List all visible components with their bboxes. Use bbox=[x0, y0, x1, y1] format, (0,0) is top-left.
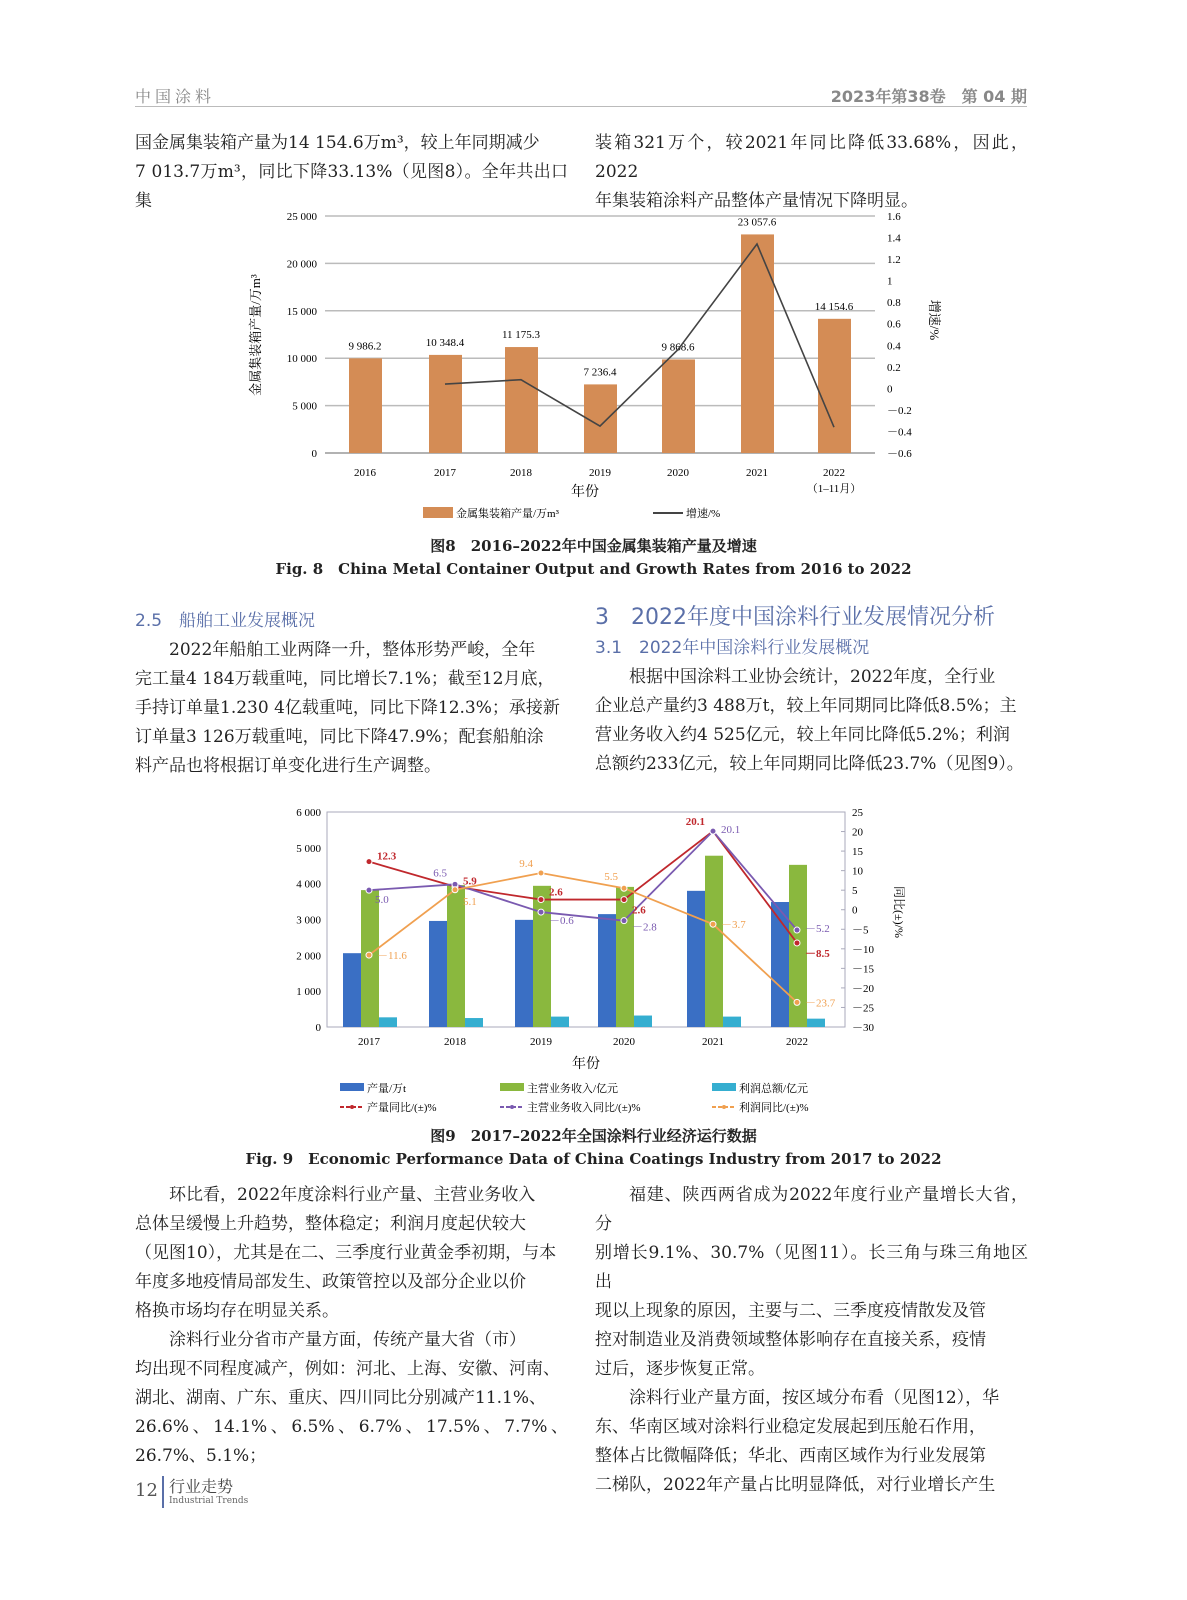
legend-label: 金属集装箱产量/万m³ bbox=[456, 508, 559, 520]
y-right-tick-label: 5 bbox=[852, 885, 858, 898]
x-tick-label: 2022 bbox=[823, 467, 845, 479]
plot-frame bbox=[327, 812, 845, 1027]
legend-marker bbox=[722, 1105, 726, 1109]
bar-production bbox=[429, 921, 447, 1027]
y-right-tick-label: 1.2 bbox=[887, 254, 901, 267]
text-line: 格换市场均存在明显关系。 bbox=[135, 1301, 339, 1321]
text-line: 别增长9.1%、30.7%（见图11）。长三角与珠三角地区出 bbox=[595, 1243, 1028, 1292]
line-data-label: 2.6 bbox=[549, 886, 563, 899]
text-line: 国金属集装箱产量为14 154.6万m³，较上年同期减少 bbox=[135, 133, 540, 153]
text-line: 年度多地疫情局部发生、政策管控以及部分企业以价 bbox=[135, 1272, 526, 1292]
bar bbox=[741, 234, 774, 453]
fig9-caption-cn: 图9 2017–2022年全国涂料行业经济运行数据 bbox=[430, 1127, 757, 1145]
y-right-axis-label: 同比(±)/% bbox=[892, 886, 906, 938]
line-point bbox=[794, 999, 800, 1005]
legend-label: 增速/% bbox=[686, 508, 721, 520]
bar-production bbox=[598, 914, 616, 1027]
text-line: 福建、陕西两省成为2022年度行业产量增长大省，分 bbox=[595, 1185, 1028, 1234]
line-data-label: －2.8 bbox=[632, 921, 657, 934]
x-tick-label: 2022 bbox=[786, 1036, 808, 1048]
bar-profit bbox=[807, 1019, 825, 1027]
bar-data-label: 14 154.6 bbox=[814, 300, 854, 313]
bar-profit bbox=[723, 1017, 741, 1027]
line-point bbox=[621, 885, 627, 891]
y-tick-label: 15 000 bbox=[286, 305, 317, 318]
y-right-tick-label: 20 bbox=[852, 826, 863, 839]
y-tick-label: 0 bbox=[315, 1022, 321, 1034]
x-tick-label: 2017 bbox=[358, 1036, 380, 1048]
legend-label: 产量同比/(±)% bbox=[367, 1102, 437, 1114]
fig9-caption-en: Fig. 9 Economic Performance Data of China Coatings Industry from 2017 to 2022 bbox=[245, 1150, 942, 1168]
x-tick-label: 2016 bbox=[354, 467, 376, 479]
y-tick-label: 20 000 bbox=[286, 258, 317, 271]
y-right-tick-label: －20 bbox=[852, 982, 874, 995]
y-right-tick-label: 0.4 bbox=[887, 340, 901, 353]
y-right-tick-label: 1.4 bbox=[887, 232, 901, 245]
line-data-label: 5.5 bbox=[604, 871, 618, 884]
y-tick-label: 10 000 bbox=[286, 353, 317, 366]
fig8-caption-cn: 图8 2016–2022年中国金属集装箱产量及增速 bbox=[430, 537, 757, 555]
y-tick-label: 1 000 bbox=[296, 986, 321, 999]
y-right-tick-label: 25 bbox=[852, 807, 863, 819]
bottom-left-text bbox=[135, 1181, 568, 1471]
y-tick-label: 3 000 bbox=[296, 914, 321, 927]
line-point bbox=[452, 887, 458, 893]
text-line: 装箱321万个，较2021年同比降低33.68%，因此，2022 bbox=[595, 133, 1028, 182]
x-tick-label: 2021 bbox=[702, 1036, 724, 1048]
bar-data-label: 7 236.4 bbox=[583, 366, 617, 379]
bar-profit bbox=[634, 1016, 652, 1027]
line-point bbox=[621, 897, 627, 903]
text-line: 料产品也将根据订单变化进行生产调整。 bbox=[135, 756, 441, 776]
bar-production bbox=[515, 920, 533, 1027]
footer-section-en: Industrial Trends bbox=[169, 1496, 249, 1506]
line-data-label: 20.1 bbox=[685, 816, 705, 829]
line-data-label: －23.7 bbox=[805, 997, 836, 1010]
x-tick-label: 2018 bbox=[444, 1036, 466, 1048]
text-line: 环比看，2022年度涂料行业产量、主营业务收入 bbox=[169, 1185, 536, 1205]
y-right-tick-label: －15 bbox=[852, 963, 874, 976]
line-point bbox=[538, 870, 544, 876]
y-right-tick-label: －30 bbox=[852, 1022, 874, 1034]
bar bbox=[429, 355, 462, 453]
line-point bbox=[794, 927, 800, 933]
section-heading: 2.5 船舶工业发展概况 bbox=[135, 611, 316, 631]
section-heading: 3 2022年度中国涂料行业发展情况分析 bbox=[595, 605, 995, 630]
legend-label: 主营业务收入/亿元 bbox=[527, 1083, 619, 1095]
bar bbox=[349, 358, 382, 453]
line-data-label: 5.1 bbox=[463, 895, 477, 908]
bar-data-label: 9 986.2 bbox=[348, 340, 382, 353]
bar-revenue bbox=[705, 856, 723, 1027]
legend-label: 主营业务收入同比/(±)% bbox=[527, 1102, 641, 1114]
fig8-caption-en: Fig. 8 China Metal Container Output and Growth Rates from 2016 to 2022 bbox=[275, 560, 912, 578]
text-line: 东、华南区域对涂料行业稳定发展起到压舱石作用， bbox=[595, 1417, 986, 1437]
line-point bbox=[366, 859, 372, 865]
bar bbox=[818, 319, 851, 453]
y-tick-label: 5 000 bbox=[296, 842, 321, 855]
x-tick-note: （1–11月） bbox=[806, 483, 862, 495]
x-axis-label: 年份 bbox=[572, 1057, 600, 1072]
legend-swatch-bar bbox=[712, 1083, 736, 1091]
y-right-tick-label: 0 bbox=[887, 383, 893, 396]
y-tick-label: 2 000 bbox=[296, 950, 321, 963]
issue-info: 2023年第38卷 第 04 期 bbox=[830, 87, 1027, 106]
journal-name: 中国涂料 bbox=[135, 87, 216, 106]
text-line: 手持订单量1.230 4亿载重吨，同比下降12.3%；承接新 bbox=[135, 698, 560, 718]
text-line: 均出现不同程度减产，例如：河北、上海、安徽、河南、 bbox=[135, 1359, 560, 1379]
bar-data-label: 11 175.3 bbox=[501, 329, 541, 342]
line-data-label: 2.6 bbox=[632, 904, 646, 917]
x-tick-label: 2021 bbox=[746, 467, 768, 479]
y-tick-label: 25 000 bbox=[286, 211, 317, 223]
text-line: 企业总产量约3 488万t，较上年同期同比降低8.5%；主 bbox=[595, 696, 1017, 716]
text-line: 2022年船舶工业两降一升，整体形势严峻，全年 bbox=[169, 640, 536, 660]
y-axis-label: 金属集装箱产量/万m³ bbox=[248, 274, 263, 396]
bar-revenue bbox=[533, 886, 551, 1027]
line-point bbox=[710, 828, 716, 834]
text-line: 总体呈缓慢上升趋势，整体稳定；利润月度起伏较大 bbox=[135, 1214, 526, 1234]
y-right-tick-label: 0.2 bbox=[887, 361, 901, 374]
text-line: 26.6%、14.1%、6.5%、6.7%、17.5%、7.7%、26.7%、5.1%； bbox=[135, 1417, 568, 1466]
y-right-tick-label: 0.6 bbox=[887, 318, 901, 331]
text-line: 营业务收入约4 525亿元，较上年同比降低5.2%；利润 bbox=[595, 725, 1010, 745]
text-line: 总额约233亿元，较上年同期同比降低23.7%（见图9）。 bbox=[595, 754, 1024, 774]
line-point bbox=[538, 897, 544, 903]
page-number: 12 bbox=[135, 1480, 158, 1501]
line-point bbox=[366, 887, 372, 893]
y-tick-label: 4 000 bbox=[296, 878, 321, 891]
y-right-axis-label: 增速/% bbox=[927, 299, 942, 341]
bar-profit bbox=[379, 1017, 397, 1027]
line-point bbox=[538, 909, 544, 915]
legend-swatch-bar bbox=[423, 507, 453, 518]
footer-rule bbox=[162, 1476, 164, 1508]
x-axis-label: 年份 bbox=[571, 485, 599, 500]
bar-data-label: 10 348.4 bbox=[425, 336, 465, 349]
x-tick-label: 2019 bbox=[589, 467, 611, 479]
legend-label: 利润总额/亿元 bbox=[739, 1083, 809, 1095]
y-tick-label: 6 000 bbox=[296, 807, 321, 819]
y-right-tick-label: 1.6 bbox=[887, 211, 901, 223]
line-data-label: 6.5 bbox=[433, 867, 447, 880]
line-data-label: 9.4 bbox=[519, 857, 533, 870]
bar-data-label: 23 057.6 bbox=[737, 216, 777, 229]
legend-marker bbox=[350, 1105, 354, 1109]
legend-label: 利润同比/(±)% bbox=[739, 1102, 809, 1114]
bar bbox=[505, 347, 538, 453]
fig8-chart bbox=[240, 200, 960, 530]
legend-swatch-bar bbox=[500, 1083, 524, 1091]
line-point bbox=[621, 918, 627, 924]
text-line: 7 013.7万m³，同比下降33.13%（见图8）。全年共出口集 bbox=[135, 162, 568, 211]
y-tick-label: 0 bbox=[311, 448, 317, 460]
line-data-label: －0.6 bbox=[549, 915, 574, 928]
line-data-label: －3.7 bbox=[721, 919, 746, 932]
line-point bbox=[366, 952, 372, 958]
y-right-tick-label: 10 bbox=[852, 865, 863, 878]
bottom-right-text bbox=[595, 1181, 1028, 1500]
bar-production bbox=[687, 891, 705, 1027]
text-line: 整体占比微幅降低；华北、西南区域作为行业发展第 bbox=[595, 1446, 986, 1466]
text-line: 湖北、湖南、广东、重庆、四川同比分别减产11.1%、 bbox=[135, 1388, 547, 1408]
line-point bbox=[710, 921, 716, 927]
bar bbox=[662, 359, 695, 453]
fig9-chart bbox=[290, 800, 910, 1120]
bar-profit bbox=[465, 1018, 483, 1027]
y-right-tick-label: 0.8 bbox=[887, 297, 901, 310]
legend-label: 产量/万t bbox=[367, 1083, 407, 1095]
section-2-5 bbox=[135, 607, 568, 781]
text-line: 控对制造业及消费领域整体影响存在直接关系，疫情 bbox=[595, 1330, 986, 1350]
text-line: 订单量3 126万载重吨，同比下降47.9%；配套船舶涂 bbox=[135, 727, 544, 747]
legend-swatch-bar bbox=[340, 1083, 364, 1091]
line-data-label: 20.1 bbox=[721, 824, 741, 837]
y-right-tick-label: －10 bbox=[852, 943, 874, 956]
text-line: 二梯队，2022年产量占比明显降低，对行业增长产生 bbox=[595, 1475, 996, 1495]
y-right-tick-label: 1 bbox=[887, 275, 893, 288]
line-data-label: －8.5 bbox=[805, 947, 830, 960]
y-right-tick-label: 15 bbox=[852, 846, 863, 859]
section-3 bbox=[595, 602, 1028, 779]
subsection-heading: 3.1 2022年中国涂料行业发展概况 bbox=[595, 638, 870, 658]
text-line: 完工量4 184万载重吨，同比增长7.1%；截至12月底， bbox=[135, 669, 555, 689]
header-rule bbox=[135, 106, 1027, 107]
y-right-tick-label: －5 bbox=[852, 924, 869, 937]
y-right-tick-label: －25 bbox=[852, 1002, 874, 1015]
text-line: 现以上现象的原因，主要与二、三季度疫情散发及管 bbox=[595, 1301, 986, 1321]
bar-data-label: 9 868.6 bbox=[661, 341, 695, 354]
line-data-label: －11.6 bbox=[377, 950, 407, 963]
y-right-tick-label: －0.6 bbox=[887, 448, 912, 460]
line-data-label: 5.0 bbox=[375, 894, 389, 907]
bar-production bbox=[343, 953, 361, 1027]
footer-section: 行业走势 bbox=[169, 1477, 234, 1496]
text-line: 根据中国涂料工业协会统计，2022年度，全行业 bbox=[629, 667, 996, 687]
y-right-tick-label: 0 bbox=[852, 904, 858, 917]
x-tick-label: 2017 bbox=[434, 467, 456, 479]
line-data-label: －5.2 bbox=[805, 923, 830, 936]
line-data-label: 12.3 bbox=[377, 850, 397, 863]
y-right-tick-label: －0.2 bbox=[887, 404, 912, 417]
text-line: 涂料行业分省市产量方面，传统产量大省（市） bbox=[169, 1330, 526, 1350]
x-tick-label: 2020 bbox=[613, 1036, 635, 1048]
x-tick-label: 2018 bbox=[510, 467, 532, 479]
text-line: 年集装箱涂料产品整体产量情况下降明显。 bbox=[595, 191, 918, 211]
bar-profit bbox=[551, 1017, 569, 1027]
legend-marker bbox=[510, 1105, 514, 1109]
y-tick-label: 5 000 bbox=[292, 400, 317, 413]
x-tick-label: 2019 bbox=[530, 1036, 552, 1048]
text-line: 涂料行业产量方面，按区域分布看（见图12），华 bbox=[629, 1388, 1000, 1408]
text-line: 过后，逐步恢复正常。 bbox=[595, 1359, 765, 1379]
y-right-tick-label: －0.4 bbox=[887, 426, 912, 439]
line-point bbox=[794, 940, 800, 946]
text-line: （见图10），尤其是在二、三季度行业黄金季初期，与本 bbox=[135, 1243, 557, 1263]
x-tick-label: 2020 bbox=[667, 467, 689, 479]
line-data-label: 5.9 bbox=[463, 875, 477, 888]
